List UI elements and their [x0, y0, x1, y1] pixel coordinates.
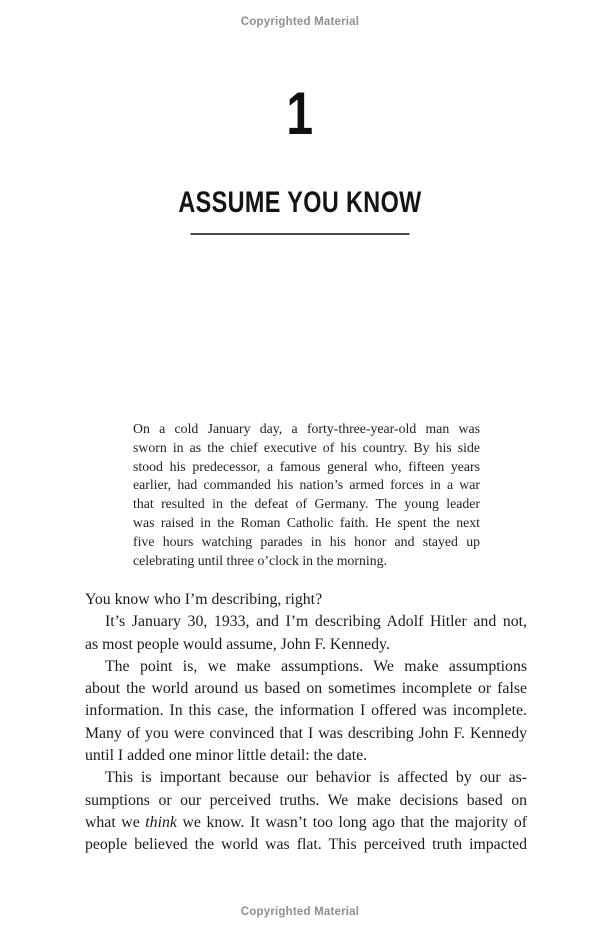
text-line: celebrating until three o’clock in the morning.	[133, 552, 388, 568]
title-divider-rule	[191, 233, 410, 235]
text-line: You know who I’m describing, right?	[85, 591, 323, 608]
text-line: was raised in the Roman Catholic faith. He spent the next	[133, 514, 480, 530]
text-line: On a cold January day, a forty-three-year-old man was	[133, 421, 480, 436]
text-line: what we think we know. It wasn’t too long ago that the majority of	[85, 813, 527, 831]
text-line: sworn in as the chief executive of his country. By his side	[133, 439, 480, 455]
text-line: This is important because our behavior is affected by our as-	[105, 769, 527, 787]
chapter-number	[0, 80, 600, 147]
copyright-notice-bottom: Copyrighted Material	[240, 906, 360, 918]
text-line: information. In this case, the information I offered was incomplete.	[85, 702, 527, 720]
text-line: earlier, had commanded his nation’s armed forces in a war	[133, 477, 480, 493]
body-text	[85, 589, 527, 857]
text-line: people believed the world was flat. This perceived truth impacted	[85, 836, 527, 854]
text-line: until I added one minor little detail: the date.	[85, 747, 368, 765]
text-line: stood his predecessor, a famous general who, fifteen years	[133, 458, 480, 474]
text-line: It’s January 30, 1933, and I’m describing Adolf Hitler and not,	[105, 613, 527, 631]
copyright-notice-top: Copyrighted Material	[240, 16, 360, 28]
text-line: five hours watching parades in his honor and stayed up	[133, 533, 480, 549]
text-line: about the world around us based on sometimes incomplete or false	[85, 680, 527, 698]
text-line: that resulted in the defeat of Germany. The young leader	[133, 496, 480, 512]
chapter-epigraph	[133, 420, 480, 570]
text-line: Many of you were convinced that I was describing John F. Kennedy	[85, 724, 527, 742]
text-line: sumptions or our perceived truths. We make decisions based on	[85, 791, 527, 809]
chapter-number-text: 1	[286, 80, 314, 147]
text-line: as most people would assume, John F. Kennedy.	[85, 635, 390, 653]
chapter-title	[0, 187, 600, 219]
chapter-title-text: ASSUME YOU KNOW	[178, 186, 422, 219]
text-line: The point is, we make assumptions. We make assumptions	[105, 657, 527, 675]
